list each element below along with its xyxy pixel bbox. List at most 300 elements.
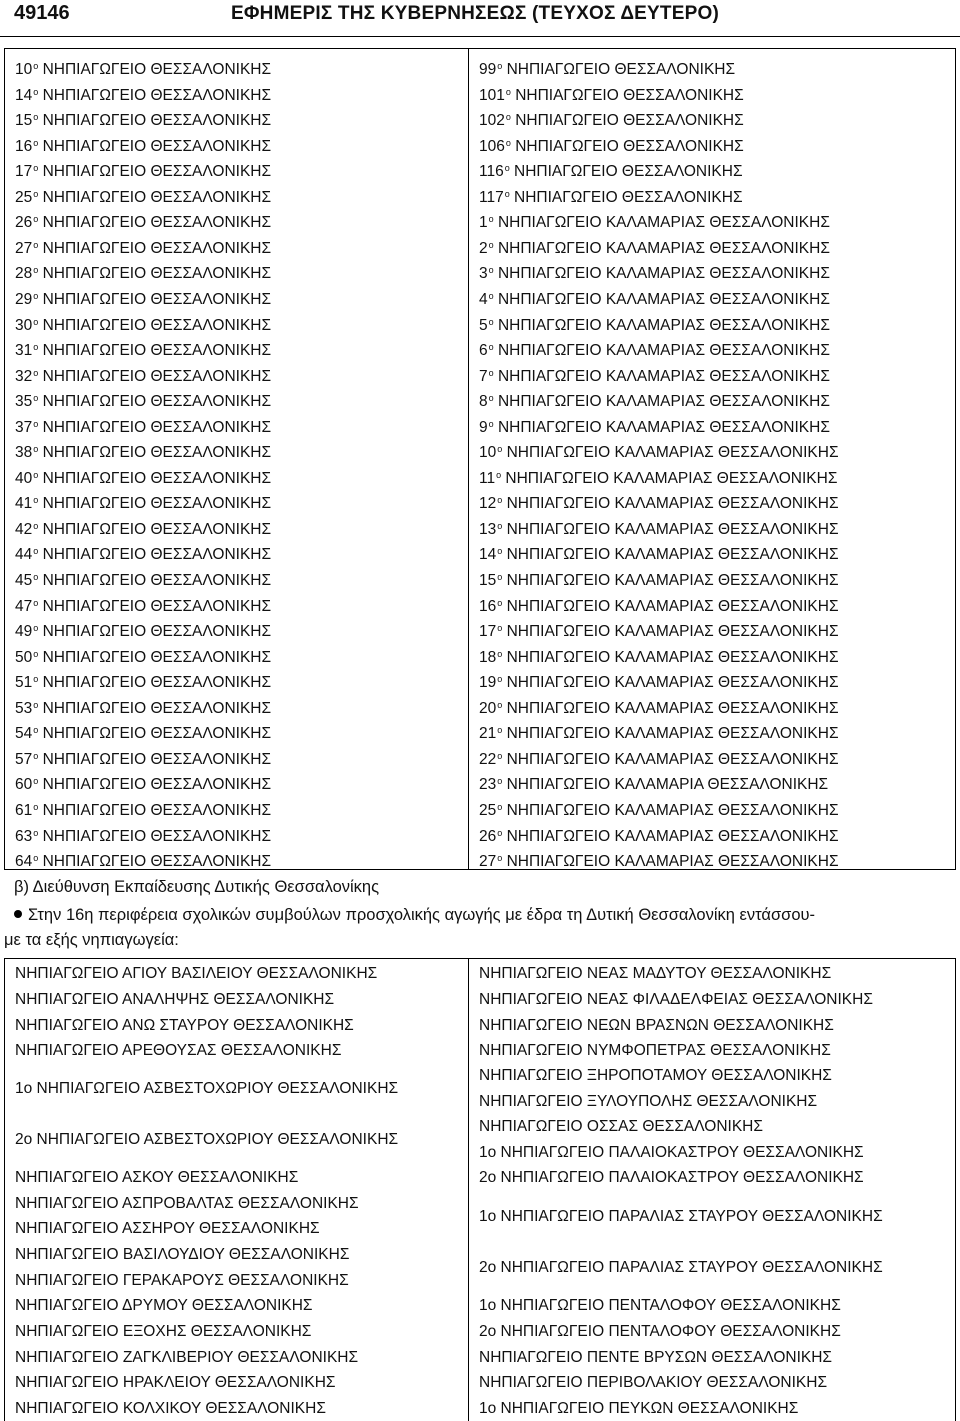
row-number: 15 <box>479 572 497 589</box>
table-row <box>15 517 271 539</box>
row-number: 5 <box>479 316 488 334</box>
table-row: 2ο ΝΗΠΙΑΓΩΓΕΙΟ ΑΣΒΕΣΤΟΧΩΡΙΟΥ ΘΕΣΣΑΛΟΝΙΚΗΣ <box>15 1131 399 1148</box>
row-number: 41 <box>15 495 33 513</box>
table-row: ΝΗΠΙΑΓΩΓΕΙΟ ΠΕΡΙΒΟΛΑΚΙΟΥ ΘΕΣΣΑΛΟΝΙΚΗΣ <box>479 1374 828 1391</box>
table-row: 2ο ΝΗΠΙΑΓΩΓΕΙΟ ΠΑΡΑΛΙΑΣ ΣΤΑΥΡΟΥ ΘΕΣΣΑΛΟΝΙΚΗΣ <box>479 1259 883 1276</box>
row-number: 64 <box>15 853 33 871</box>
row-number: 25 <box>479 801 497 819</box>
table-row: ΝΗΠΙΑΓΩΓΕΙΟ ΟΣΣΑΣ ΘΕΣΣΑΛΟΝΙΚΗΣ <box>479 1118 763 1135</box>
row-number: 60 <box>15 776 33 794</box>
table-row <box>15 696 271 718</box>
ordinal-suffix: ο <box>497 444 503 455</box>
row-text: ΝΗΠΙΑΓΩΓΕΙΟ ΘΕΣΣΑΛΟΝΙΚΗΣ <box>38 367 272 385</box>
gazette-title: ΕΦΗΜΕΡΙΣ ΤΗΣ ΚΥΒΕΡΝΗΣΕΩΣ (ΤΕΥΧΟΣ ΔΕΥΤΕΡΟ) <box>231 3 719 24</box>
ordinal-suffix: ο <box>33 163 39 174</box>
table-row <box>15 542 271 564</box>
row-number: 8 <box>479 393 488 411</box>
row-text: ΝΗΠΙΑΓΩΓΕΙΟ ΘΕΣΣΑΛΟΝΙΚΗΣ <box>509 163 743 181</box>
table-row <box>479 568 839 590</box>
table-row <box>479 210 830 232</box>
row-number: 40 <box>15 469 33 487</box>
table-row <box>479 313 830 335</box>
row-text: ΝΗΠΙΑΓΩΓΕΙΟ ΚΑΛΑΜΑΡΙΑΣ ΘΕΣΣΑΛΟΝΙΚΗΣ <box>493 214 830 232</box>
ordinal-suffix: ο <box>33 290 39 301</box>
row-text: ΝΗΠΙΑΓΩΓΕΙΟ ΘΕΣΣΑΛΟΝΙΚΗΣ <box>38 648 272 666</box>
column-divider <box>468 49 469 869</box>
ordinal-suffix: ο <box>33 597 39 608</box>
ordinal-suffix: ο <box>497 597 503 608</box>
row-text: ΝΗΠΙΑΓΩΓΕΙΟ ΘΕΣΣΑΛΟΝΙΚΗΣ <box>510 137 744 155</box>
table-row <box>15 721 271 743</box>
row-number: 10 <box>479 444 497 462</box>
row-number: 26 <box>15 214 33 232</box>
table-row <box>15 108 271 130</box>
table-row: ΝΗΠΙΑΓΩΓΕΙΟ ΗΡΑΚΛΕΙΟΥ ΘΕΣΣΑΛΟΝΙΚΗΣ <box>15 1374 336 1391</box>
row-text: ΝΗΠΙΑΓΩΓΕΙΟ ΘΕΣΣΑΛΟΝΙΚΗΣ <box>38 112 272 130</box>
row-number: 116 <box>479 163 504 181</box>
row-text: ΝΗΠΙΑΓΩΓΕΙΟ ΘΕΣΣΑΛΟΝΙΚΗΣ <box>38 239 272 257</box>
ordinal-suffix: ο <box>504 163 510 174</box>
table-row <box>15 747 271 769</box>
ordinal-suffix: ο <box>33 214 39 225</box>
ordinal-suffix: ο <box>488 316 494 327</box>
table-row: ΝΗΠΙΑΓΩΓΕΙΟ ΚΟΛΧΙΚΟΥ ΘΕΣΣΑΛΟΝΙΚΗΣ <box>15 1400 326 1417</box>
table-row <box>15 261 271 283</box>
table-row <box>15 645 271 667</box>
table-row <box>479 287 830 309</box>
row-text: ΝΗΠΙΑΓΩΓΕΙΟ ΘΕΣΣΑΛΟΝΙΚΗΣ <box>38 725 272 743</box>
ordinal-suffix: ο <box>497 572 503 582</box>
row-text: ΝΗΠΙΑΓΩΓΕΙΟ ΚΑΛΑΜΑΡΙΑΣ ΘΕΣΣΑΛΟΝΙΚΗΣ <box>502 520 839 538</box>
row-text: ΝΗΠΙΑΓΩΓΕΙΟ ΚΑΛΑΜΑΡΙΑΣ ΘΕΣΣΑΛΟΝΙΚΗΣ <box>502 648 839 666</box>
table-row <box>15 798 271 820</box>
row-text: ΝΗΠΙΑΓΩΓΕΙΟ ΘΕΣΣΑΛΟΝΙΚΗΣ <box>38 342 272 360</box>
row-text: ΝΗΠΙΑΓΩΓΕΙΟ ΘΕΣΣΑΛΟΝΙΚΗΣ <box>38 163 272 181</box>
row-text: ΝΗΠΙΑΓΩΓΕΙΟ ΚΑΛΑΜΑΡΙΑΣ ΘΕΣΣΑΛΟΝΙΚΗΣ <box>502 546 839 564</box>
table-row <box>15 364 271 386</box>
row-text: ΝΗΠΙΑΓΩΓΕΙΟ ΘΕΣΣΑΛΟΝΙΚΗΣ <box>38 61 272 78</box>
table-row <box>479 236 830 258</box>
ordinal-suffix: ο <box>488 367 494 378</box>
row-number: 49 <box>15 623 33 641</box>
table-row: 1ο ΝΗΠΙΑΓΩΓΕΙΟ ΠΕΥΚΩΝ ΘΕΣΣΑΛΟΝΙΚΗΣ <box>479 1400 799 1417</box>
row-number: 16 <box>15 137 33 155</box>
row-text: ΝΗΠΙΑΓΩΓΕΙΟ ΘΕΣΣΑΛΟΝΙΚΗΣ <box>510 86 744 104</box>
row-text: ΝΗΠΙΑΓΩΓΕΙΟ ΚΑΛΑΜΑΡΙΑΣ ΘΕΣΣΑΛΟΝΙΚΗΣ <box>502 674 839 692</box>
ordinal-suffix: ο <box>497 495 503 506</box>
table-row <box>479 849 839 871</box>
column-divider <box>468 959 469 1421</box>
ordinal-suffix: ο <box>497 623 503 634</box>
row-text: ΝΗΠΙΑΓΩΓΕΙΟ ΘΕΣΣΑΛΟΝΙΚΗΣ <box>38 86 272 104</box>
table-row: 1ο ΝΗΠΙΑΓΩΓΕΙΟ ΠΑΛΑΙΟΚΑΣΤΡΟΥ ΘΕΣΣΑΛΟΝΙΚΗΣ <box>479 1144 864 1161</box>
kindergarten-table-thessaloniki <box>4 48 956 870</box>
table-row <box>15 185 271 207</box>
row-text: ΝΗΠΙΑΓΩΓΕΙΟ ΘΕΣΣΑΛΟΝΙΚΗΣ <box>38 137 272 155</box>
table-row <box>479 670 839 692</box>
row-number: 101 <box>479 86 505 104</box>
row-number: 53 <box>15 699 33 717</box>
row-number: 18 <box>479 648 497 666</box>
row-number: 37 <box>15 418 33 436</box>
ordinal-suffix: ο <box>488 393 494 404</box>
row-text: ΝΗΠΙΑΓΩΓΕΙΟ ΚΑΛΑΜΑΡΙΑΣ ΘΕΣΣΑΛΟΝΙΚΗΣ <box>493 342 830 360</box>
row-number: 15 <box>15 112 33 130</box>
row-text: ΝΗΠΙΑΓΩΓΕΙΟ ΚΑΛΑΜΑΡΙΑΣ ΘΕΣΣΑΛΟΝΙΚΗΣ <box>502 725 839 743</box>
table-row: ΝΗΠΙΑΓΩΓΕΙΟ ΝΕΑΣ ΜΑΔΥΤΟΥ ΘΕΣΣΑΛΟΝΙΚΗΣ <box>479 965 832 982</box>
ordinal-suffix: ο <box>488 214 494 225</box>
row-text: ΝΗΠΙΑΓΩΓΕΙΟ ΚΑΛΑΜΑΡΙΑΣ ΘΕΣΣΑΛΟΝΙΚΗΣ <box>493 418 830 436</box>
row-text: ΝΗΠΙΑΓΩΓΕΙΟ ΚΑΛΑΜΑΡΙΑΣ ΘΕΣΣΑΛΟΝΙΚΗΣ <box>502 853 839 871</box>
row-number: 63 <box>15 827 33 845</box>
table-row <box>479 57 735 79</box>
row-number: 10 <box>15 61 33 78</box>
row-number: 30 <box>15 316 33 334</box>
table-row <box>479 415 830 437</box>
ordinal-suffix: ο <box>33 86 39 97</box>
ordinal-suffix: ο <box>33 725 39 736</box>
table-row <box>15 134 271 156</box>
row-number: 25 <box>15 188 33 206</box>
table-row <box>15 849 271 871</box>
row-number: 23 <box>479 776 497 794</box>
ordinal-suffix: ο <box>33 393 39 404</box>
table-row <box>479 824 839 846</box>
row-number: 29 <box>15 290 33 308</box>
ordinal-suffix: ο <box>497 827 503 838</box>
row-text: ΝΗΠΙΑΓΩΓΕΙΟ ΚΑΛΑΜΑΡΙΑΣ ΘΕΣΣΑΛΟΝΙΚΗΣ <box>493 239 830 257</box>
table-row <box>479 261 830 283</box>
row-text: ΝΗΠΙΑΓΩΓΕΙΟ ΘΕΣΣΑΛΟΝΙΚΗΣ <box>510 112 744 130</box>
row-text: ΝΗΠΙΑΓΩΓΕΙΟ ΚΑΛΑΜΑΡΙΑΣ ΘΕΣΣΑΛΟΝΙΚΗΣ <box>493 265 830 283</box>
ordinal-suffix: ο <box>33 495 39 506</box>
ordinal-suffix: ο <box>33 648 39 659</box>
ordinal-suffix: ο <box>33 546 39 557</box>
ordinal-suffix: ο <box>33 418 39 429</box>
table-row: ΝΗΠΙΑΓΩΓΕΙΟ ΒΑΣΙΛΟΥΔΙΟΥ ΘΕΣΣΑΛΟΝΙΚΗΣ <box>15 1246 350 1263</box>
row-number: 57 <box>15 750 33 768</box>
row-number: 9 <box>479 418 488 436</box>
ordinal-suffix: ο <box>33 776 39 787</box>
row-number: 42 <box>15 520 33 538</box>
table-row <box>479 159 743 181</box>
row-text: ΝΗΠΙΑΓΩΓΕΙΟ ΚΑΛΑΜΑΡΙΑΣ ΘΕΣΣΑΛΟΝΙΚΗΣ <box>502 699 839 717</box>
row-text: ΝΗΠΙΑΓΩΓΕΙΟ ΘΕΣΣΑΛΟΝΙΚΗΣ <box>38 495 272 513</box>
row-text: ΝΗΠΙΑΓΩΓΕΙΟ ΚΑΛΑΜΑΡΙΑΣ ΘΕΣΣΑΛΟΝΙΚΗΣ <box>493 367 830 385</box>
ordinal-suffix: ο <box>496 469 502 480</box>
row-text: ΝΗΠΙΑΓΩΓΕΙΟ ΚΑΛΑΜΑΡΙΑΣ ΘΕΣΣΑΛΟΝΙΚΗΣ <box>501 469 838 487</box>
row-text: ΝΗΠΙΑΓΩΓΕΙΟ ΚΑΛΑΜΑΡΙΑΣ ΘΕΣΣΑΛΟΝΙΚΗΣ <box>502 750 839 768</box>
table-row <box>479 798 839 820</box>
row-text: ΝΗΠΙΑΓΩΓΕΙΟ ΚΑΛΑΜΑΡΙΑΣ ΘΕΣΣΑΛΟΝΙΚΗΣ <box>502 623 839 641</box>
row-number: 35 <box>15 393 33 411</box>
bullet-icon <box>14 910 22 918</box>
row-text: ΝΗΠΙΑΓΩΓΕΙΟ ΘΕΣΣΑΛΟΝΙΚΗΣ <box>38 214 272 232</box>
row-number: 50 <box>15 648 33 666</box>
row-number: 26 <box>479 827 497 845</box>
ordinal-suffix: ο <box>488 265 494 276</box>
table-row <box>479 83 744 105</box>
row-text: ΝΗΠΙΑΓΩΓΕΙΟ ΚΑΛΑΜΑΡΙΑΣ ΘΕΣΣΑΛΟΝΙΚΗΣ <box>493 290 830 308</box>
row-text: ΝΗΠΙΑΓΩΓΕΙΟ ΘΕΣΣΑΛΟΝΙΚΗΣ <box>38 623 272 641</box>
row-number: 16 <box>479 597 497 615</box>
table-row: ΝΗΠΙΑΓΩΓΕΙΟ ΞΗΡΟΠΟΤΑΜΟΥ ΘΕΣΣΑΛΟΝΙΚΗΣ <box>479 1067 832 1084</box>
row-text: ΝΗΠΙΑΓΩΓΕΙΟ ΚΑΛΑΜΑΡΙΑΣ ΘΕΣΣΑΛΟΝΙΚΗΣ <box>493 393 830 411</box>
row-text: ΝΗΠΙΑΓΩΓΕΙΟ ΘΕΣΣΑΛΟΝΙΚΗΣ <box>38 827 272 845</box>
table-row: ΝΗΠΙΑΓΩΓΕΙΟ ΔΡΥΜΟΥ ΘΕΣΣΑΛΟΝΙΚΗΣ <box>15 1297 313 1314</box>
row-text: ΝΗΠΙΑΓΩΓΕΙΟ ΘΕΣΣΑΛΟΝΙΚΗΣ <box>38 750 272 768</box>
table-row: 1ο ΝΗΠΙΑΓΩΓΕΙΟ ΠΑΡΑΛΙΑΣ ΣΤΑΥΡΟΥ ΘΕΣΣΑΛΟΝΙΚΗΣ <box>479 1208 883 1225</box>
row-text: ΝΗΠΙΑΓΩΓΕΙΟ ΘΕΣΣΑΛΟΝΙΚΗΣ <box>38 469 272 487</box>
table-row <box>479 517 839 539</box>
ordinal-suffix: ο <box>497 801 503 812</box>
row-number: 54 <box>15 725 33 743</box>
ordinal-suffix: ο <box>505 137 511 148</box>
ordinal-suffix: ο <box>497 674 503 685</box>
ordinal-suffix: ο <box>497 520 503 531</box>
bullet-text-line1: Στην 16η περιφέρεια σχολικών συμβούλων προσχολικής αγωγής με έδρα τη Δυτική Θεσσαλονίκη εντάσσου- <box>28 906 816 924</box>
row-number: 45 <box>15 572 33 589</box>
row-number: 117 <box>479 188 504 206</box>
table-row <box>479 389 830 411</box>
ordinal-suffix: ο <box>33 316 39 327</box>
row-text: ΝΗΠΙΑΓΩΓΕΙΟ ΚΑΛΑΜΑΡΙΑΣ ΘΕΣΣΑΛΟΝΙΚΗΣ <box>502 801 839 819</box>
table-row <box>15 772 271 794</box>
table-row <box>479 338 830 360</box>
table-row: ΝΗΠΙΑΓΩΓΕΙΟ ΑΣΠΡΟΒΑΛΤΑΣ ΘΕΣΣΑΛΟΝΙΚΗΣ <box>15 1195 359 1212</box>
row-number: 27 <box>15 239 33 257</box>
header-rule <box>0 36 960 37</box>
table-row <box>479 772 828 794</box>
page-header <box>0 0 960 40</box>
table-row <box>15 415 271 437</box>
ordinal-suffix: ο <box>488 239 494 250</box>
row-number: 13 <box>479 520 497 538</box>
row-number: 44 <box>15 546 33 564</box>
ordinal-suffix: ο <box>33 623 39 634</box>
row-number: 12 <box>479 495 497 513</box>
table-row <box>479 542 839 564</box>
row-number: 1 <box>479 214 488 232</box>
ordinal-suffix: ο <box>33 750 39 761</box>
ordinal-suffix: ο <box>33 342 39 353</box>
row-text: ΝΗΠΙΑΓΩΓΕΙΟ ΚΑΛΑΜΑΡΙΑΣ ΘΕΣΣΑΛΟΝΙΚΗΣ <box>502 597 839 615</box>
ordinal-suffix: ο <box>33 112 39 123</box>
section-heading: β) Διεύθυνση Εκπαίδευσης Δυτικής Θεσσαλονίκης <box>14 878 380 896</box>
table-row: ΝΗΠΙΑΓΩΓΕΙΟ ΝΕΩΝ ΒΡΑΣΝΩΝ ΘΕΣΣΑΛΟΝΙΚΗΣ <box>479 1017 834 1034</box>
bullet-paragraph <box>14 906 815 925</box>
ordinal-suffix: ο <box>497 648 503 659</box>
ordinal-suffix: ο <box>488 342 494 353</box>
page-number: 49146 <box>14 2 70 24</box>
table-row: ΝΗΠΙΑΓΩΓΕΙΟ ΑΡΕΘΟΥΣΑΣ ΘΕΣΣΑΛΟΝΙΚΗΣ <box>15 1042 342 1059</box>
row-text: ΝΗΠΙΑΓΩΓΕΙΟ ΘΕΣΣΑΛΟΝΙΚΗΣ <box>38 316 272 334</box>
row-number: 2 <box>479 239 488 257</box>
row-number: 14 <box>479 546 497 564</box>
row-number: 4 <box>479 290 488 308</box>
row-number: 38 <box>15 444 33 462</box>
table-row <box>479 134 744 156</box>
table-row <box>15 568 271 590</box>
ordinal-suffix: ο <box>33 444 39 455</box>
row-text: ΝΗΠΙΑΓΩΓΕΙΟ ΘΕΣΣΑΛΟΝΙΚΗΣ <box>38 853 272 871</box>
row-number: 99 <box>479 61 497 78</box>
row-number: 7 <box>479 367 488 385</box>
ordinal-suffix: ο <box>33 367 39 378</box>
table-row: ΝΗΠΙΑΓΩΓΕΙΟ ΑΓΙΟΥ ΒΑΣΙΛΕΙΟΥ ΘΕΣΣΑΛΟΝΙΚΗΣ <box>15 965 378 982</box>
ordinal-suffix: ο <box>505 86 511 97</box>
row-number: 51 <box>15 674 33 692</box>
row-number: 6 <box>479 342 488 360</box>
ordinal-suffix: ο <box>497 61 503 71</box>
row-number: 17 <box>15 163 33 181</box>
ordinal-suffix: ο <box>33 265 39 276</box>
row-number: 28 <box>15 265 33 283</box>
row-text: ΝΗΠΙΑΓΩΓΕΙΟ ΘΕΣΣΑΛΟΝΙΚΗΣ <box>38 546 272 564</box>
table-row <box>479 440 839 462</box>
ordinal-suffix: ο <box>33 61 39 71</box>
row-number: 19 <box>479 674 497 692</box>
table-row <box>15 670 271 692</box>
table-row <box>15 159 271 181</box>
table-row <box>479 491 839 513</box>
table-row <box>479 364 830 386</box>
table-row <box>15 824 271 846</box>
row-text: ΝΗΠΙΑΓΩΓΕΙΟ ΚΑΛΑΜΑΡΙΑΣ ΘΕΣΣΑΛΟΝΙΚΗΣ <box>502 444 839 462</box>
table-row: ΝΗΠΙΑΓΩΓΕΙΟ ΝΕΑΣ ΦΙΛΑΔΕΛΦΕΙΑΣ ΘΕΣΣΑΛΟΝΙΚΗΣ <box>479 991 873 1008</box>
table-row <box>15 236 271 258</box>
row-number: 20 <box>479 699 497 717</box>
table-row <box>15 338 271 360</box>
table-row <box>479 645 839 667</box>
table-row: ΝΗΠΙΑΓΩΓΕΙΟ ΑΝΩ ΣΤΑΥΡΟΥ ΘΕΣΣΑΛΟΝΙΚΗΣ <box>15 1017 354 1034</box>
table-row <box>15 83 271 105</box>
bullet-text-line2: με τα εξής νηπιαγωγεία: <box>4 931 179 949</box>
table-row <box>15 491 271 513</box>
table-row: ΝΗΠΙΑΓΩΓΕΙΟ ΖΑΓΚΛΙΒΕΡΙΟΥ ΘΕΣΣΑΛΟΝΙΚΗΣ <box>15 1349 359 1366</box>
table-row <box>15 287 271 309</box>
row-text: ΝΗΠΙΑΓΩΓΕΙΟ ΚΑΛΑΜΑΡΙΑΣ ΘΕΣΣΑΛΟΝΙΚΗΣ <box>493 316 830 334</box>
row-text: ΝΗΠΙΑΓΩΓΕΙΟ ΘΕΣΣΑΛΟΝΙΚΗΣ <box>38 444 272 462</box>
row-text: ΝΗΠΙΑΓΩΓΕΙΟ ΘΕΣΣΑΛΟΝΙΚΗΣ <box>38 418 272 436</box>
row-text: ΝΗΠΙΑΓΩΓΕΙΟ ΘΕΣΣΑΛΟΝΙΚΗΣ <box>38 520 272 538</box>
row-text: ΝΗΠΙΑΓΩΓΕΙΟ ΘΕΣΣΑΛΟΝΙΚΗΣ <box>38 393 272 411</box>
row-text: ΝΗΠΙΑΓΩΓΕΙΟ ΘΕΣΣΑΛΟΝΙΚΗΣ <box>502 61 736 78</box>
table-row <box>479 185 743 207</box>
table-row <box>479 466 837 488</box>
table-row <box>479 696 839 718</box>
row-text: ΝΗΠΙΑΓΩΓΕΙΟ ΘΕΣΣΑΛΟΝΙΚΗΣ <box>38 776 272 794</box>
table-row: ΝΗΠΙΑΓΩΓΕΙΟ ΑΣΣΗΡΟΥ ΘΕΣΣΑΛΟΝΙΚΗΣ <box>15 1220 320 1237</box>
ordinal-suffix: ο <box>33 674 39 685</box>
ordinal-suffix: ο <box>504 188 510 199</box>
table-row: 1ο ΝΗΠΙΑΓΩΓΕΙΟ ΠΕΝΤΑΛΟΦΟΥ ΘΕΣΣΑΛΟΝΙΚΗΣ <box>479 1297 841 1314</box>
table-row <box>15 619 271 641</box>
row-text: ΝΗΠΙΑΓΩΓΕΙΟ ΘΕΣΣΑΛΟΝΙΚΗΣ <box>38 290 272 308</box>
ordinal-suffix: ο <box>33 699 39 710</box>
row-text: ΝΗΠΙΑΓΩΓΕΙΟ ΘΕΣΣΑΛΟΝΙΚΗΣ <box>38 188 272 206</box>
kindergarten-table-west-thessaloniki <box>4 958 956 1421</box>
ordinal-suffix: ο <box>505 112 511 123</box>
row-text: ΝΗΠΙΑΓΩΓΕΙΟ ΘΕΣΣΑΛΟΝΙΚΗΣ <box>38 674 272 692</box>
table-row: ΝΗΠΙΑΓΩΓΕΙΟ ΕΞΟΧΗΣ ΘΕΣΣΑΛΟΝΙΚΗΣ <box>15 1323 312 1340</box>
table-row <box>15 440 271 462</box>
ordinal-suffix: ο <box>33 469 39 480</box>
table-row: ΝΗΠΙΑΓΩΓΕΙΟ ΓΕΡΑΚΑΡΟΥΣ ΘΕΣΣΑΛΟΝΙΚΗΣ <box>15 1272 349 1289</box>
row-number: 11 <box>479 469 496 487</box>
ordinal-suffix: ο <box>33 520 39 531</box>
ordinal-suffix: ο <box>497 699 503 710</box>
row-number: 31 <box>15 342 33 360</box>
row-text: ΝΗΠΙΑΓΩΓΕΙΟ ΚΑΛΑΜΑΡΙΑΣ ΘΕΣΣΑΛΟΝΙΚΗΣ <box>502 572 839 589</box>
ordinal-suffix: ο <box>33 801 39 812</box>
ordinal-suffix: ο <box>497 750 503 761</box>
row-text: ΝΗΠΙΑΓΩΓΕΙΟ ΘΕΣΣΑΛΟΝΙΚΗΣ <box>38 699 272 717</box>
ordinal-suffix: ο <box>488 290 494 301</box>
row-number: 61 <box>15 801 33 819</box>
table-row <box>479 747 839 769</box>
table-row: ΝΗΠΙΑΓΩΓΕΙΟ ΑΣΚΟΥ ΘΕΣΣΑΛΟΝΙΚΗΣ <box>15 1169 299 1186</box>
row-text: ΝΗΠΙΑΓΩΓΕΙΟ ΘΕΣΣΑΛΟΝΙΚΗΣ <box>38 801 272 819</box>
table-row: ΝΗΠΙΑΓΩΓΕΙΟ ΞΥΛΟΥΠΟΛΗΣ ΘΕΣΣΑΛΟΝΙΚΗΣ <box>479 1093 818 1110</box>
table-row <box>15 210 271 232</box>
ordinal-suffix: ο <box>33 853 39 864</box>
ordinal-suffix: ο <box>497 546 503 557</box>
row-text: ΝΗΠΙΑΓΩΓΕΙΟ ΘΕΣΣΑΛΟΝΙΚΗΣ <box>38 265 272 283</box>
table-row <box>479 108 744 130</box>
row-text: ΝΗΠΙΑΓΩΓΕΙΟ ΘΕΣΣΑΛΟΝΙΚΗΣ <box>38 597 272 615</box>
ordinal-suffix: ο <box>488 418 494 429</box>
row-text: ΝΗΠΙΑΓΩΓΕΙΟ ΚΑΛΑΜΑΡΙΑΣ ΘΕΣΣΑΛΟΝΙΚΗΣ <box>502 827 839 845</box>
table-row <box>15 466 271 488</box>
ordinal-suffix: ο <box>33 137 39 148</box>
row-text: ΝΗΠΙΑΓΩΓΕΙΟ ΚΑΛΑΜΑΡΙΑ ΘΕΣΣΑΛΟΝΙΚΗΣ <box>502 776 829 794</box>
table-row <box>15 594 271 616</box>
row-text: ΝΗΠΙΑΓΩΓΕΙΟ ΘΕΣΣΑΛΟΝΙΚΗΣ <box>509 188 743 206</box>
row-number: 102 <box>479 112 505 130</box>
ordinal-suffix: ο <box>33 188 39 199</box>
row-number: 27 <box>479 853 497 871</box>
table-row: 2ο ΝΗΠΙΑΓΩΓΕΙΟ ΠΑΛΑΙΟΚΑΣΤΡΟΥ ΘΕΣΣΑΛΟΝΙΚΗΣ <box>479 1169 864 1186</box>
ordinal-suffix: ο <box>33 827 39 838</box>
table-row <box>15 57 271 79</box>
row-number: 14 <box>15 86 33 104</box>
row-number: 47 <box>15 597 33 615</box>
table-row <box>15 389 271 411</box>
ordinal-suffix: ο <box>497 725 503 736</box>
row-number: 32 <box>15 367 33 385</box>
table-row: 1ο ΝΗΠΙΑΓΩΓΕΙΟ ΑΣΒΕΣΤΟΧΩΡΙΟΥ ΘΕΣΣΑΛΟΝΙΚΗΣ <box>15 1080 399 1097</box>
ordinal-suffix: ο <box>33 572 39 582</box>
table-row: ΝΗΠΙΑΓΩΓΕΙΟ ΝΥΜΦΟΠΕΤΡΑΣ ΘΕΣΣΑΛΟΝΙΚΗΣ <box>479 1042 831 1059</box>
table-row <box>15 313 271 335</box>
ordinal-suffix: ο <box>497 853 503 864</box>
ordinal-suffix: ο <box>33 239 39 250</box>
table-row <box>479 594 839 616</box>
table-row: ΝΗΠΙΑΓΩΓΕΙΟ ΑΝΑΛΗΨΗΣ ΘΕΣΣΑΛΟΝΙΚΗΣ <box>15 991 335 1008</box>
row-text: ΝΗΠΙΑΓΩΓΕΙΟ ΚΑΛΑΜΑΡΙΑΣ ΘΕΣΣΑΛΟΝΙΚΗΣ <box>502 495 839 513</box>
row-number: 21 <box>479 725 497 743</box>
row-number: 3 <box>479 265 488 283</box>
ordinal-suffix: ο <box>497 776 503 787</box>
row-number: 106 <box>479 137 505 155</box>
row-number: 17 <box>479 623 497 641</box>
row-text: ΝΗΠΙΑΓΩΓΕΙΟ ΘΕΣΣΑΛΟΝΙΚΗΣ <box>38 572 272 589</box>
table-row: 2ο ΝΗΠΙΑΓΩΓΕΙΟ ΠΕΝΤΑΛΟΦΟΥ ΘΕΣΣΑΛΟΝΙΚΗΣ <box>479 1323 841 1340</box>
table-row <box>479 619 839 641</box>
table-row <box>479 721 839 743</box>
table-row: ΝΗΠΙΑΓΩΓΕΙΟ ΠΕΝΤΕ ΒΡΥΣΩΝ ΘΕΣΣΑΛΟΝΙΚΗΣ <box>479 1349 833 1366</box>
